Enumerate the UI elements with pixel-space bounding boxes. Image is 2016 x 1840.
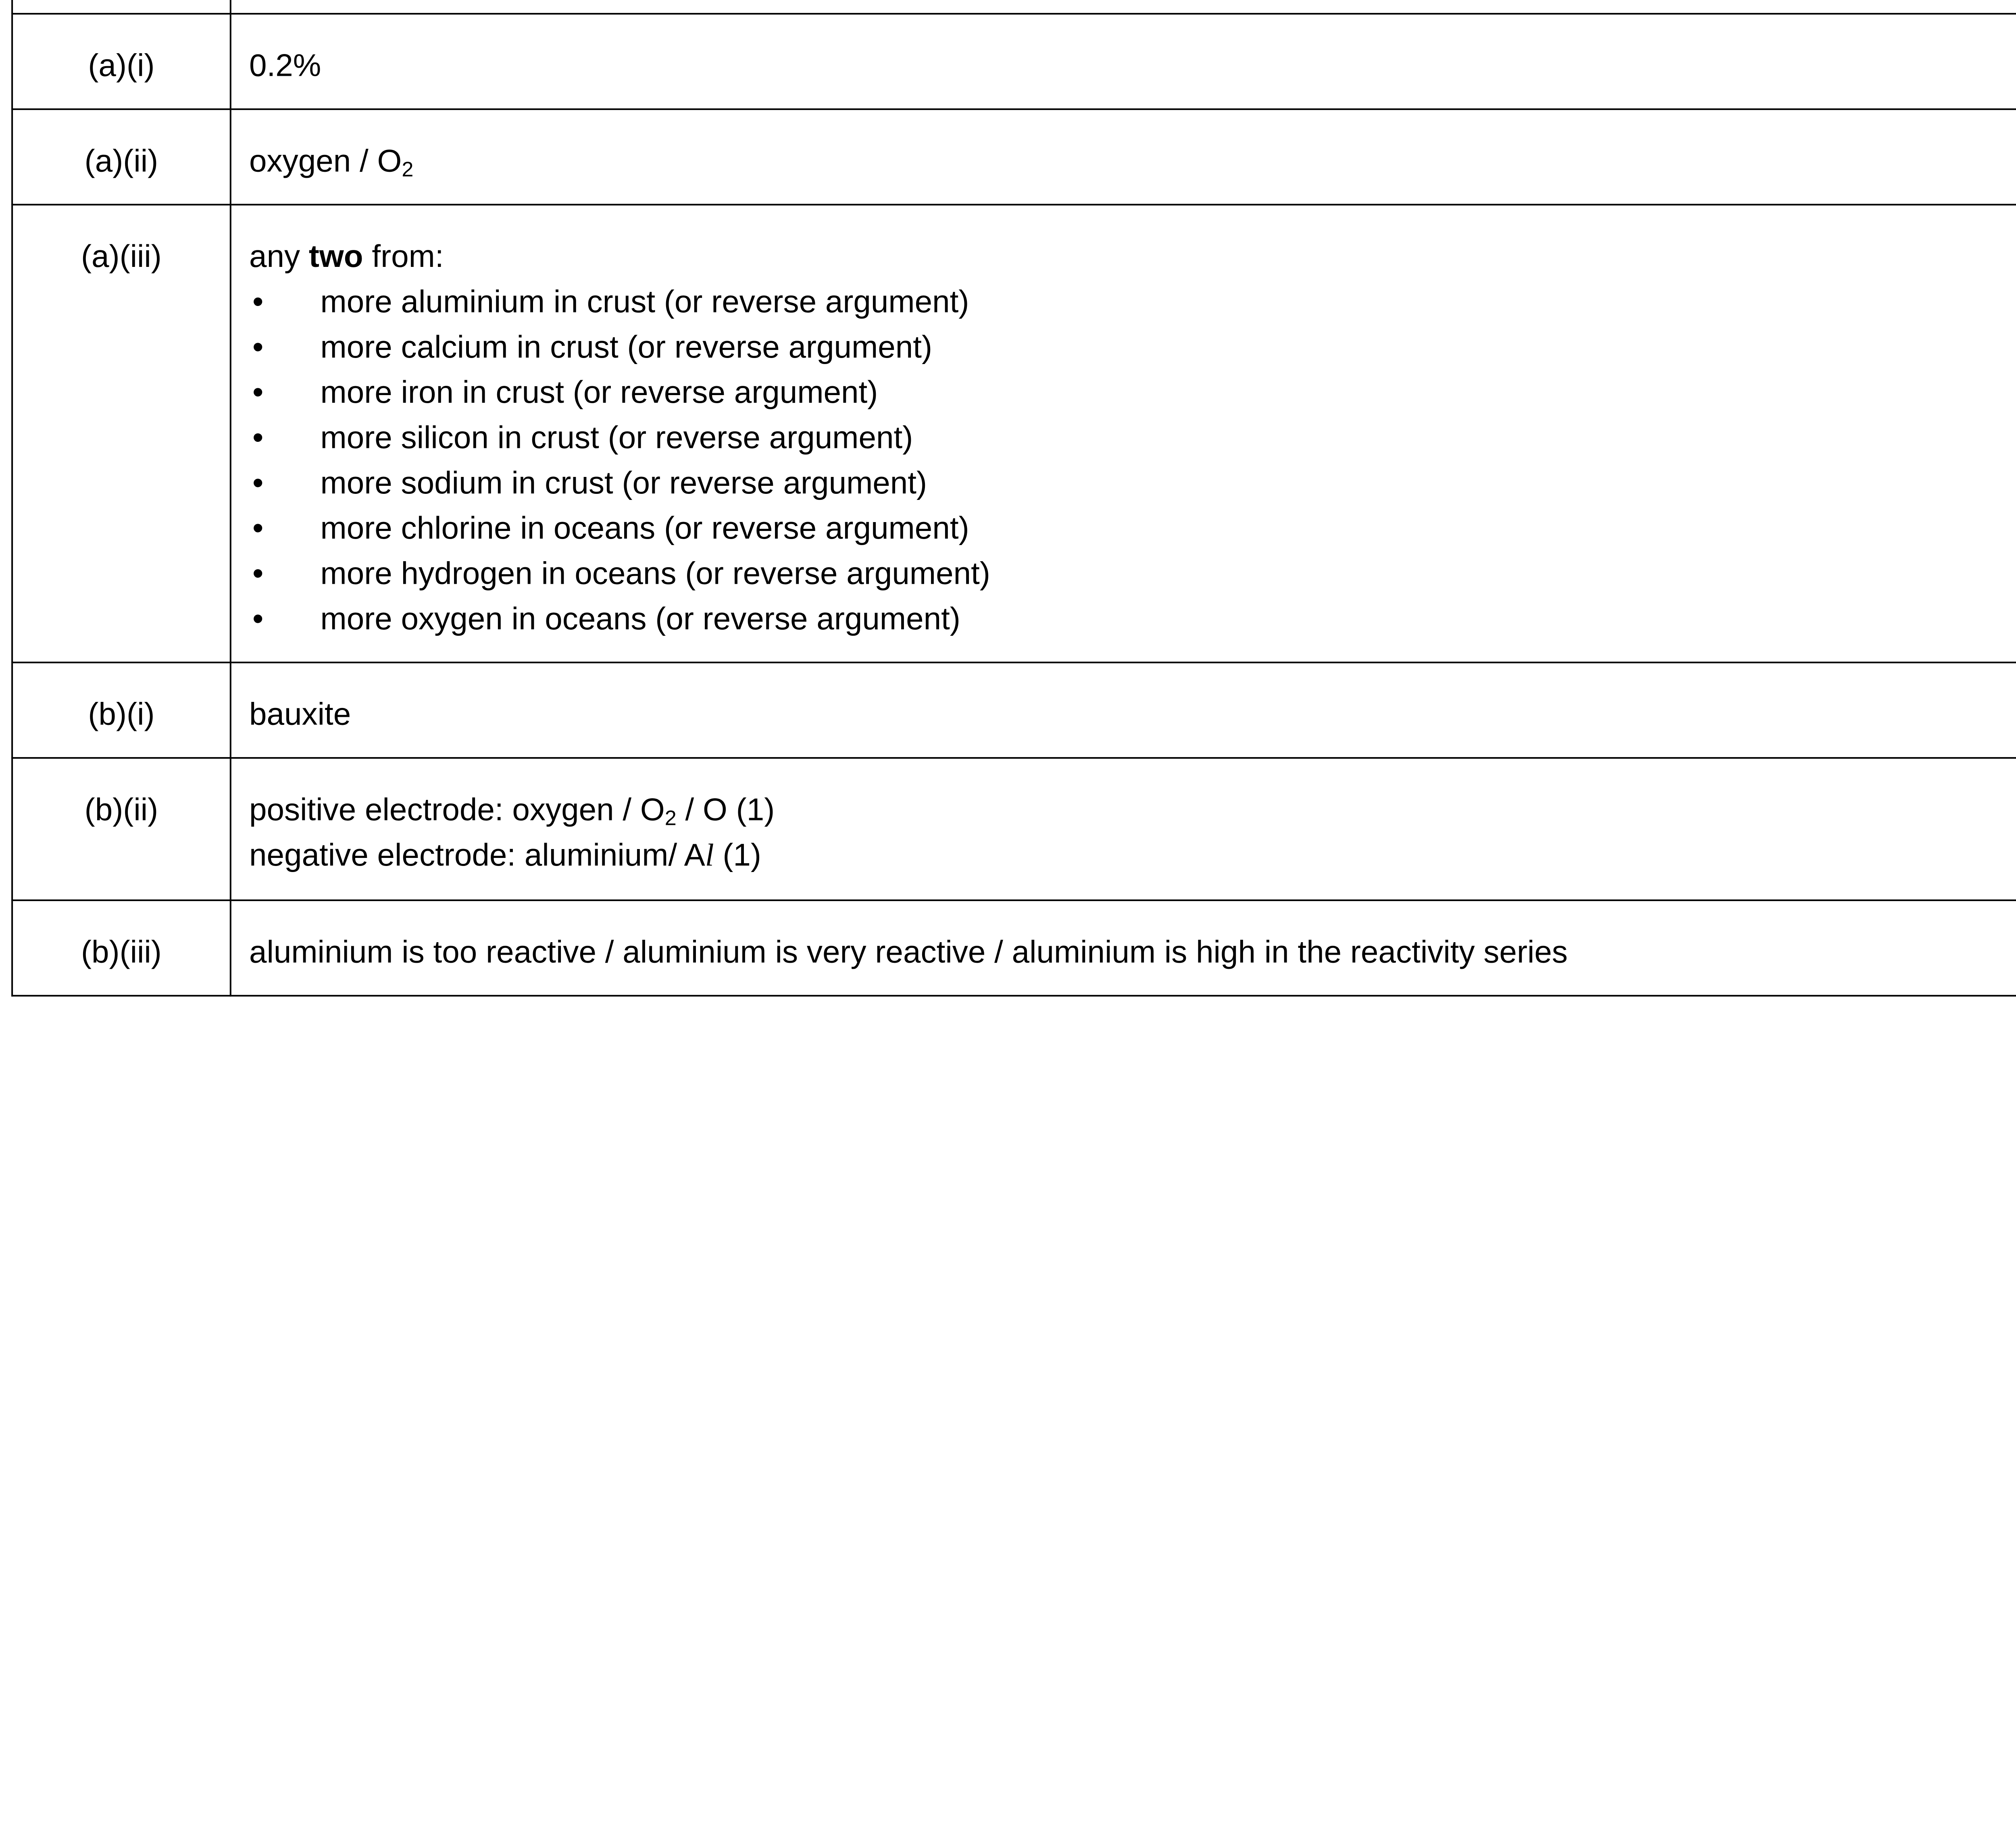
answer-cell: aluminium is too reactive / aluminium is very reactive / aluminium is high in the reactivity series — [231, 900, 2016, 996]
answer-text: positive electrode: oxygen / O — [249, 793, 665, 828]
intro-bold: two — [308, 239, 363, 275]
subscript: 2 — [402, 157, 414, 181]
table-row — [12, 900, 2016, 996]
bullet-text: more chlorine in oceans (or reverse argument) — [320, 511, 969, 547]
question-number: (a)(iii) — [12, 205, 231, 663]
bullet-icon: • — [252, 420, 264, 456]
question-number: (b)(i) — [12, 662, 231, 758]
bullet-icon: • — [252, 466, 264, 502]
list-item — [249, 370, 2016, 416]
question-number: (a)(i) — [12, 14, 231, 109]
table-row — [12, 205, 2016, 663]
answer-line — [249, 833, 2016, 880]
list-item — [249, 506, 2016, 552]
answer-text: / O (1) — [676, 793, 775, 828]
bullet-icon: • — [252, 285, 264, 321]
answer-line — [249, 788, 2016, 833]
mark-scheme-table — [11, 0, 2016, 997]
answer-cell: 0.2% — [231, 14, 2016, 109]
bullet-icon: • — [252, 602, 264, 638]
answer-cell — [231, 758, 2016, 900]
table-row — [12, 662, 2016, 758]
answer-text: (1) — [714, 838, 761, 874]
bullet-icon: • — [252, 330, 264, 366]
bullet-text: more aluminium in crust (or reverse argument) — [320, 285, 969, 321]
bullet-list — [249, 280, 2016, 642]
table-row — [12, 109, 2016, 205]
italic-symbol: l — [705, 839, 714, 874]
question-number: (a)(ii) — [12, 109, 231, 205]
table-row — [12, 14, 2016, 109]
answer-text: oxygen / O — [249, 144, 402, 180]
bullet-text: more silicon in crust (or reverse argument) — [320, 420, 913, 456]
question-number: (b)(iii) — [12, 900, 231, 996]
answer-cell — [231, 205, 2016, 663]
subscript: 2 — [664, 806, 677, 830]
table-header-row — [12, 0, 2016, 14]
header-cell-answer — [231, 0, 2016, 14]
answer-intro — [249, 235, 2016, 280]
list-item — [249, 325, 2016, 370]
bullet-text: more oxygen in oceans (or reverse argument) — [320, 602, 960, 638]
list-item — [249, 416, 2016, 461]
list-item — [249, 552, 2016, 597]
question-number: (b)(ii) — [12, 758, 231, 900]
bullet-icon: • — [252, 375, 264, 411]
answer-cell — [231, 109, 2016, 205]
bullet-text: more calcium in crust (or reverse argument) — [320, 330, 933, 366]
list-item — [249, 280, 2016, 325]
answer-text: negative electrode: aluminium/ A — [249, 838, 705, 874]
bullet-icon: • — [252, 511, 264, 547]
intro-text: any — [249, 239, 309, 275]
intro-text-end: from: — [363, 239, 444, 275]
list-item — [249, 597, 2016, 642]
bullet-text: more hydrogen in oceans (or reverse argument) — [320, 556, 990, 592]
table-row — [12, 758, 2016, 900]
bullet-text: more sodium in crust (or reverse argument) — [320, 466, 927, 502]
list-item — [249, 461, 2016, 506]
bullet-text: more iron in crust (or reverse argument) — [320, 375, 878, 411]
answer-cell: bauxite — [231, 662, 2016, 758]
header-cell-question — [12, 0, 231, 14]
bullet-icon: • — [252, 556, 264, 592]
